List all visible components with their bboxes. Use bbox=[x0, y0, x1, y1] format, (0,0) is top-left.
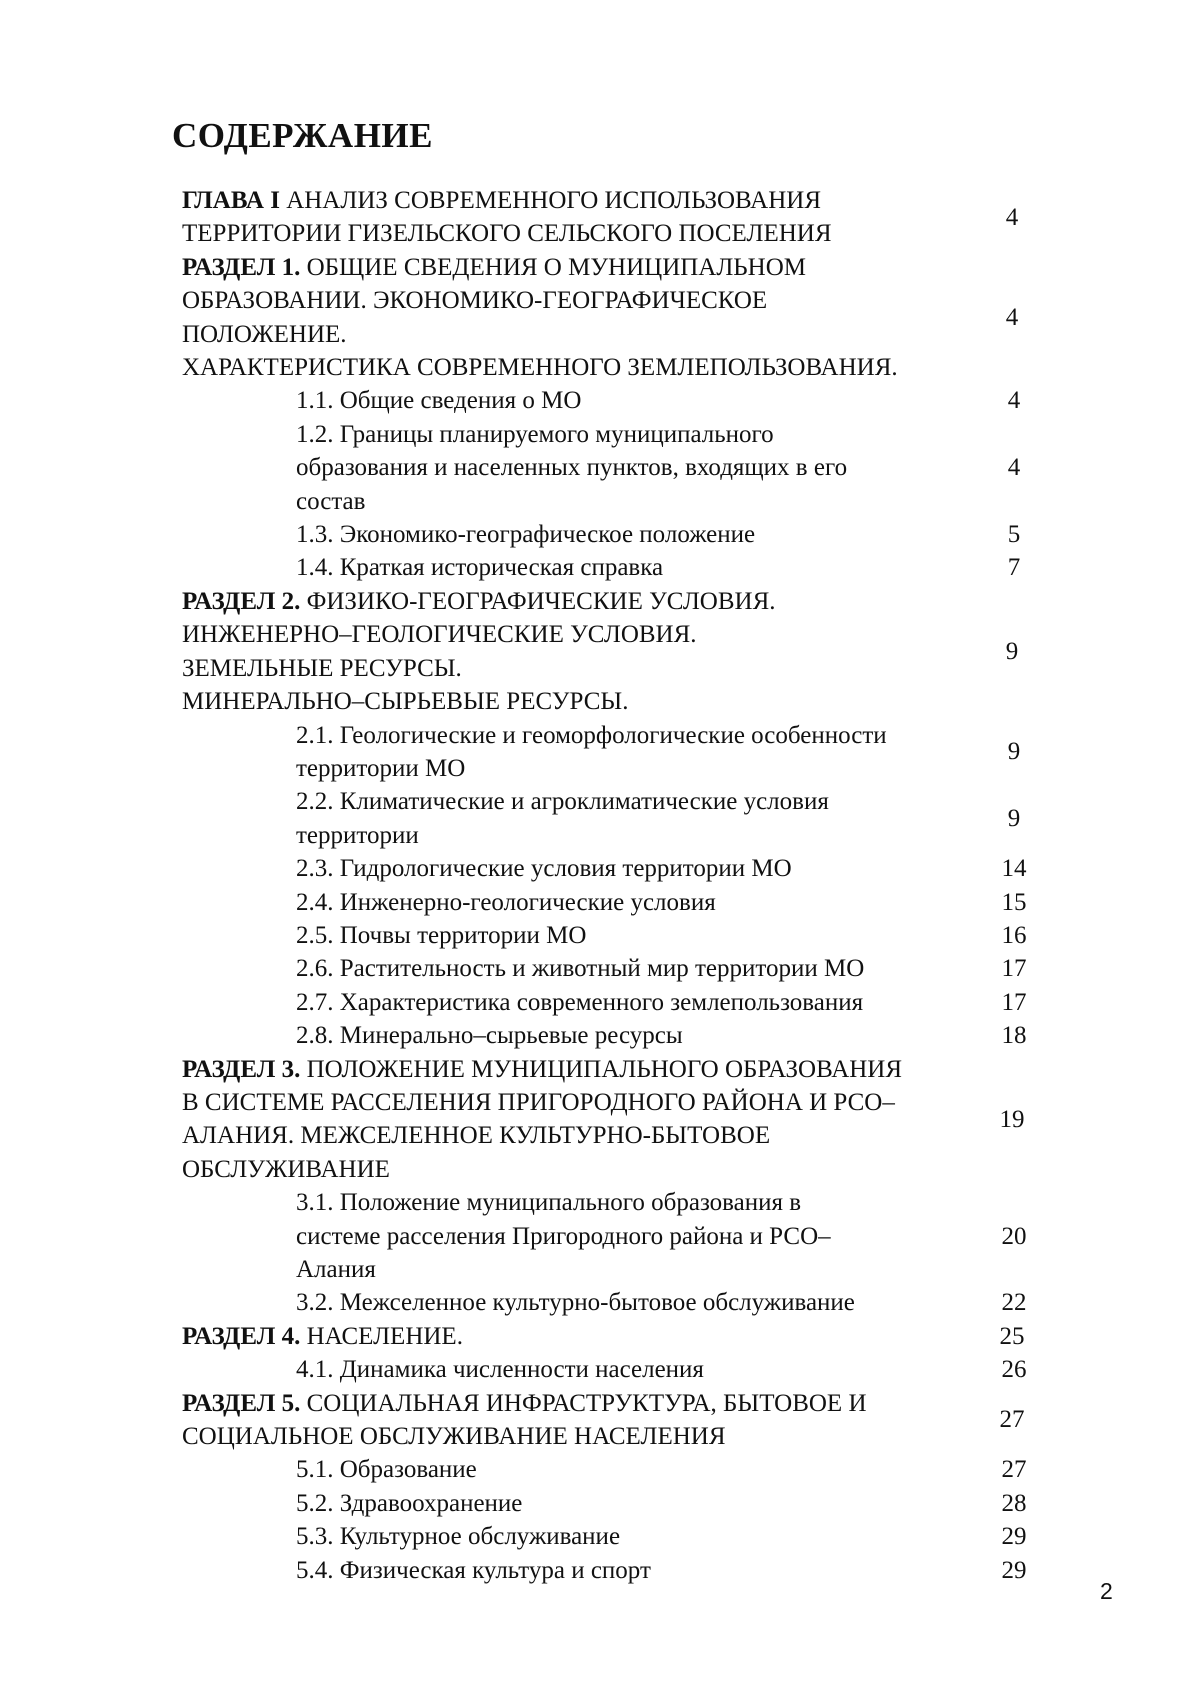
toc-entry-title bbox=[296, 886, 966, 919]
toc-entry-text: ПОЛОЖЕНИЕ. bbox=[182, 320, 347, 348]
toc-entry-text: СОЦИАЛЬНОЕ ОБСЛУЖИВАНИЕ НАСЕЛЕНИЯ bbox=[182, 1423, 726, 1451]
toc-entry-page: 9 bbox=[1007, 805, 1021, 833]
toc-entry-title bbox=[182, 184, 962, 251]
toc-entry-title bbox=[296, 1487, 966, 1520]
toc-entry-line bbox=[296, 485, 966, 518]
toc-entry-line bbox=[182, 1320, 962, 1353]
toc-subsection-entry bbox=[182, 1520, 1062, 1553]
toc-entry-text: состав bbox=[296, 487, 366, 515]
toc-entry-text: 5.3. Культурное обслуживание bbox=[296, 1523, 621, 1551]
toc-entry-line bbox=[182, 184, 962, 217]
toc-entry-line bbox=[296, 1253, 966, 1286]
toc-entry-text: 2.4. Инженерно-геологические условия bbox=[296, 888, 716, 916]
toc-entry-line bbox=[182, 1053, 962, 1086]
toc-entry-title bbox=[296, 986, 966, 1019]
toc-entry-title bbox=[182, 251, 962, 385]
toc-entry-line bbox=[296, 451, 966, 484]
toc-entry-title bbox=[296, 1554, 966, 1587]
toc-subsection-entry bbox=[182, 919, 1062, 952]
toc-entry-text: 1.3. Экономико-географическое положение bbox=[296, 521, 756, 549]
toc-entry-label: РАЗДЕЛ 1. bbox=[182, 253, 301, 281]
toc-entry-title bbox=[296, 1353, 966, 1386]
toc-entry-page: 27 bbox=[999, 1406, 1025, 1434]
toc-section-entry bbox=[182, 1387, 1062, 1454]
toc-subsection-entry bbox=[182, 1453, 1062, 1486]
toc-subsection-entry bbox=[182, 551, 1062, 584]
toc-entry-line bbox=[182, 251, 962, 284]
toc-entry-title bbox=[182, 1387, 962, 1454]
toc-entry-text: 1.1. Общие сведения о МО bbox=[296, 387, 582, 415]
toc-section-entry bbox=[182, 251, 1062, 385]
toc-entry-text: 2.2. Климатические и агроклиматические условия bbox=[296, 788, 829, 816]
toc-entry-text: образования и населенных пунктов, входящих в его bbox=[296, 454, 848, 482]
toc-entry-text: системе расселения Пригородного района и РСО– bbox=[296, 1222, 831, 1250]
toc-entry-line bbox=[296, 1353, 966, 1386]
toc-entry-line bbox=[182, 1387, 962, 1420]
toc-subsection-entry bbox=[182, 719, 1062, 786]
toc-entry-page: 25 bbox=[999, 1322, 1025, 1350]
toc-subsection-entry bbox=[182, 986, 1062, 1019]
toc-entry-page: 14 bbox=[1001, 855, 1027, 883]
toc-subsection-entry bbox=[182, 418, 1062, 518]
toc-entry-text: 1.4. Краткая историческая справка bbox=[296, 554, 664, 582]
toc-entry-page: 27 bbox=[1001, 1456, 1027, 1484]
toc-entry-title bbox=[296, 518, 966, 551]
toc-entry-line bbox=[182, 1153, 962, 1186]
toc-entry-title bbox=[296, 1186, 966, 1286]
toc-entry-text: 2.7. Характеристика современного землепользования bbox=[296, 988, 864, 1016]
toc-entry-page: 26 bbox=[1001, 1356, 1027, 1384]
toc-entry-text: ОБЩИЕ СВЕДЕНИЯ О МУНИЦИПАЛЬНОМ bbox=[300, 253, 806, 281]
toc-entry-text: 2.3. Гидрологические условия территории МО bbox=[296, 855, 792, 883]
toc-entry-line bbox=[296, 986, 966, 1019]
toc-entry-page: 19 bbox=[999, 1105, 1025, 1133]
toc-entry-line bbox=[182, 1086, 962, 1119]
toc-entry-title bbox=[296, 1286, 966, 1319]
toc-entry-line bbox=[296, 418, 966, 451]
toc-entry-text: территории МО bbox=[296, 754, 466, 782]
toc-entry-title bbox=[296, 1019, 966, 1052]
toc-entry-line bbox=[182, 685, 962, 718]
toc-entry-text: ФИЗИКО-ГЕОГРАФИЧЕСКИЕ УСЛОВИЯ. bbox=[300, 587, 776, 615]
toc-entry-text: ЗЕМЕЛЬНЫЕ РЕСУРСЫ. bbox=[182, 654, 462, 682]
toc-entry-text: ОБРАЗОВАНИИ. ЭКОНОМИКО-ГЕОГРАФИЧЕСКОЕ bbox=[182, 287, 768, 315]
toc-entry-text: 2.5. Почвы территории МО bbox=[296, 921, 587, 949]
toc-entry-line bbox=[296, 919, 966, 952]
toc-entry-text: 5.4. Физическая культура и спорт bbox=[296, 1556, 651, 1584]
toc-subsection-entry bbox=[182, 518, 1062, 551]
toc-entry-page: 22 bbox=[1001, 1289, 1027, 1317]
toc-entry-text: ТЕРРИТОРИИ ГИЗЕЛЬСКОГО СЕЛЬСКОГО ПОСЕЛЕНИЯ bbox=[182, 220, 832, 248]
toc-entry-line bbox=[182, 1119, 962, 1152]
toc-entry-text: 2.8. Минерально–сырьевые ресурсы bbox=[296, 1022, 683, 1050]
toc-subsection-entry bbox=[182, 886, 1062, 919]
toc-entry-page: 9 bbox=[1005, 637, 1019, 665]
toc-entry-text: 2.1. Геологические и геоморфологические особенности bbox=[296, 721, 887, 749]
toc-entry-page: 18 bbox=[1001, 1022, 1027, 1050]
toc-entry-page: 29 bbox=[1001, 1556, 1027, 1584]
toc-entry-text: СОЦИАЛЬНАЯ ИНФРАСТРУКТУРА, БЫТОВОЕ И bbox=[300, 1389, 867, 1417]
toc-entry-line bbox=[296, 819, 966, 852]
toc-entry-text: НАСЕЛЕНИЕ. bbox=[300, 1322, 463, 1350]
toc-section-entry bbox=[182, 184, 1062, 251]
toc-entry-line bbox=[296, 384, 966, 417]
toc-entry-line bbox=[182, 652, 962, 685]
toc-subsection-entry bbox=[182, 1554, 1062, 1587]
toc-entry-title bbox=[182, 585, 962, 719]
toc-entry-line bbox=[182, 618, 962, 651]
toc-entry-title bbox=[296, 785, 966, 852]
toc-entry-line bbox=[296, 518, 966, 551]
toc-entry-page: 29 bbox=[1001, 1523, 1027, 1551]
toc-subsection-entry bbox=[182, 1487, 1062, 1520]
toc-entry-page: 4 bbox=[1005, 203, 1019, 231]
toc-entry-page: 9 bbox=[1007, 738, 1021, 766]
toc-entry-page: 4 bbox=[1007, 387, 1021, 415]
toc-entry-text: ПОЛОЖЕНИЕ МУНИЦИПАЛЬНОГО ОБРАЗОВАНИЯ bbox=[300, 1055, 903, 1083]
toc-entry-text: ИНЖЕНЕРНО–ГЕОЛОГИЧЕСКИЕ УСЛОВИЯ. bbox=[182, 621, 697, 649]
toc-entry-title bbox=[296, 418, 966, 518]
toc-entry-page: 15 bbox=[1001, 888, 1027, 916]
toc-entry-title bbox=[296, 719, 966, 786]
toc-entry-page: 28 bbox=[1001, 1489, 1027, 1517]
toc-subsection-entry bbox=[182, 384, 1062, 417]
toc-subsection-entry bbox=[182, 1019, 1062, 1052]
toc-entry-text: В СИСТЕМЕ РАССЕЛЕНИЯ ПРИГОРОДНОГО РАЙОНА И РСО– bbox=[182, 1088, 895, 1116]
toc-entry-line bbox=[296, 952, 966, 985]
toc-entry-text: 4.1. Динамика численности населения bbox=[296, 1356, 704, 1384]
toc-entry-text: ХАРАКТЕРИСТИКА СОВРЕМЕННОГО ЗЕМЛЕПОЛЬЗОВАНИЯ. bbox=[182, 354, 898, 382]
toc-subsection-entry bbox=[182, 785, 1062, 852]
toc-subsection-entry bbox=[182, 1286, 1062, 1319]
toc-section-entry bbox=[182, 1053, 1062, 1187]
toc-entry-page: 4 bbox=[1005, 303, 1019, 331]
toc-entry-line bbox=[296, 852, 966, 885]
toc-entry-line bbox=[182, 585, 962, 618]
toc-entry-text: МИНЕРАЛЬНО–СЫРЬЕВЫЕ РЕСУРСЫ. bbox=[182, 688, 629, 716]
toc-entry-line bbox=[296, 1487, 966, 1520]
toc-entry-line bbox=[296, 1520, 966, 1553]
toc-entry-title bbox=[296, 1453, 966, 1486]
toc-entry-title bbox=[296, 952, 966, 985]
toc-entry-text: территории bbox=[296, 821, 419, 849]
toc-entry-line bbox=[182, 217, 962, 250]
toc-entry-text: ОБСЛУЖИВАНИЕ bbox=[182, 1155, 390, 1183]
toc-entry-text: 1.2. Границы планируемого муниципального bbox=[296, 420, 774, 448]
toc-entry-line bbox=[296, 1286, 966, 1319]
toc-entry-line bbox=[182, 1420, 962, 1453]
toc-entry-text: 3.1. Положение муниципального образования в bbox=[296, 1189, 802, 1217]
toc-subsection-entry bbox=[182, 1353, 1062, 1386]
toc-entry-page: 16 bbox=[1001, 921, 1027, 949]
toc-entry-line bbox=[296, 1554, 966, 1587]
toc-entry-page: 5 bbox=[1007, 521, 1021, 549]
toc-entry-title bbox=[296, 384, 966, 417]
table-of-contents bbox=[182, 184, 1062, 1587]
toc-entry-label: РАЗДЕЛ 2. bbox=[182, 587, 301, 615]
toc-entry-line bbox=[296, 1453, 966, 1486]
page-title: СОДЕРЖАНИЕ bbox=[172, 116, 434, 155]
toc-entry-text: 3.2. Межселенное культурно-бытовое обслуживание bbox=[296, 1289, 855, 1317]
toc-entry-text: 2.6. Растительность и животный мир территории МО bbox=[296, 955, 865, 983]
toc-entry-title bbox=[182, 1053, 962, 1187]
toc-section-entry bbox=[182, 585, 1062, 719]
toc-entry-title bbox=[296, 1520, 966, 1553]
page-number: 2 bbox=[1100, 1578, 1113, 1604]
toc-subsection-entry bbox=[182, 852, 1062, 885]
toc-entry-line bbox=[296, 1186, 966, 1219]
toc-entry-line bbox=[182, 351, 962, 384]
toc-subsection-entry bbox=[182, 1186, 1062, 1286]
toc-entry-label: ГЛАВА I bbox=[182, 187, 280, 214]
toc-entry-line bbox=[296, 785, 966, 818]
toc-entry-text: 5.1. Образование bbox=[296, 1456, 477, 1484]
toc-entry-line bbox=[296, 551, 966, 584]
toc-entry-title bbox=[296, 551, 966, 584]
toc-entry-text: 5.2. Здравоохранение bbox=[296, 1489, 523, 1517]
toc-entry-line bbox=[182, 284, 962, 317]
toc-entry-line bbox=[296, 886, 966, 919]
toc-entry-title bbox=[296, 852, 966, 885]
toc-entry-line bbox=[296, 1019, 966, 1052]
toc-entry-page: 17 bbox=[1001, 955, 1027, 983]
toc-entry-title bbox=[296, 919, 966, 952]
toc-entry-label: РАЗДЕЛ 4. bbox=[182, 1322, 301, 1350]
toc-entry-line bbox=[182, 318, 962, 351]
toc-entry-label: РАЗДЕЛ 5. bbox=[182, 1389, 301, 1417]
toc-entry-page: 4 bbox=[1007, 454, 1021, 482]
toc-entry-line bbox=[296, 1220, 966, 1253]
toc-entry-title bbox=[182, 1320, 962, 1353]
toc-entry-text: АНАЛИЗ СОВРЕМЕННОГО ИСПОЛЬЗОВАНИЯ bbox=[279, 187, 821, 214]
toc-entry-text: Алания bbox=[296, 1256, 376, 1283]
toc-entry-page: 17 bbox=[1001, 988, 1027, 1016]
toc-subsection-entry bbox=[182, 952, 1062, 985]
toc-entry-line bbox=[296, 752, 966, 785]
toc-entry-line bbox=[296, 719, 966, 752]
toc-entry-page: 7 bbox=[1007, 554, 1021, 582]
toc-entry-page: 20 bbox=[1001, 1222, 1027, 1250]
toc-entry-text: АЛАНИЯ. МЕЖСЕЛЕННОЕ КУЛЬТУРНО-БЫТОВОЕ bbox=[182, 1122, 771, 1150]
toc-section-entry bbox=[182, 1320, 1062, 1353]
toc-entry-label: РАЗДЕЛ 3. bbox=[182, 1055, 301, 1083]
